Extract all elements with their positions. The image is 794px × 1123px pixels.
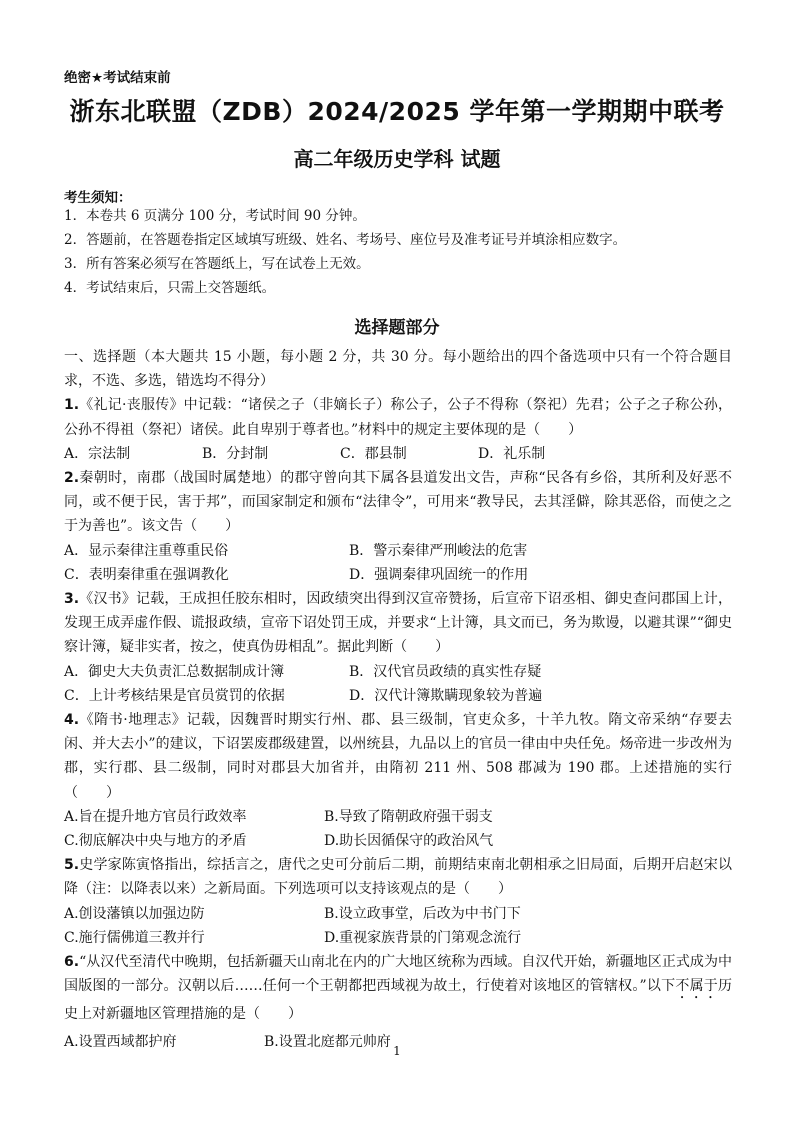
option-d: D．强调秦律巩固统一的作用 (349, 566, 529, 583)
question-stem: 《汉书》记载，王成担任胶东相时，因政绩突出得到汉宣帝赞扬，后宣帝下诏丞相、御史查问郡国上计，发现王成弄虚作假、谎报政绩，宣帝下诏处罚王成，并要求“上计簿，具文而已，务为欺谩，以避其课”“御史察计簿，疑非实者，按之，使真伪毋相乱”。据此判断（ ） (64, 591, 732, 656)
option-b: B．汉代官员政绩的真实性存疑 (349, 663, 542, 680)
secret-label: 绝密★考试结束前 (64, 70, 171, 86)
options-row-1 (64, 902, 732, 926)
question-2 (64, 466, 732, 587)
options-row-2 (64, 684, 732, 708)
option-c: C．上计考核结果是官员赏罚的依据 (64, 687, 285, 704)
notice-heading: 考生须知： (64, 190, 132, 206)
question-1 (64, 393, 732, 466)
question-3 (64, 587, 732, 708)
option-d: D．汉代计簿欺瞒现象较为普遍 (349, 687, 543, 704)
option-a: A.创设藩镇以加强边防 (64, 905, 205, 922)
question-number: 6. (64, 954, 80, 971)
notice-item-2: 2．答题前，在答题卷指定区域填写班级、姓名、考场号、座位号及准考证号并填涂相应数字。 (64, 232, 627, 248)
question-number: 3. (64, 591, 80, 608)
exam-title: 浙东北联盟（ZDB）2024/2025 学年第一学期期中联考 (69, 97, 725, 126)
option-d: D.重视家族背景的门第观念流行 (324, 929, 522, 946)
option-c: C．表明秦律重在强调教化 (64, 566, 229, 583)
question-stem: 《礼记·丧服传》中记载：“诸侯之子（非嫡长子）称公子，公子不得称（祭祀）先君；公子之子称公孙，公孙不得祖（祭祀）诸侯。此自卑别于尊者也。”材料中的规定主要体现的是（ ） (64, 397, 732, 438)
option-c: C.施行儒佛道三教并行 (64, 929, 205, 946)
question-number: 4. (64, 712, 80, 729)
option-d: D．礼乐制 (478, 445, 546, 462)
options-row-2 (64, 563, 732, 587)
options-row-1 (64, 539, 732, 563)
question-stem-end: 历史上对新疆地区管理措施的是（ ） (64, 978, 733, 1023)
question-number: 2. (64, 470, 80, 487)
notice-item-3: 3．所有答案必须写在答题纸上，写在试卷上无效。 (64, 256, 370, 272)
question-list (64, 345, 732, 1055)
question-stem-start: “从汉代至清代中晚期，包括新疆天山南北在内的广大地区统称为西域。自汉代开始，新疆地区正式成为中国版图的一部分。汉朝以后……任何一个王朝都把西域视为故土，行使着对该地区的管辖权。”以下 (64, 954, 732, 995)
option-a: A.设置西域都护府 (64, 1034, 177, 1051)
option-b: B.设立政事堂，后改为中书门下 (324, 905, 521, 922)
exam-subtitle: 高二年级历史学科 试题 (293, 147, 501, 171)
question-number: 1. (64, 397, 80, 414)
question-stem: 《隋书·地理志》记载，因魏晋时期实行州、郡、县三级制，官吏众多，十羊九牧。隋文帝采纳“存要去闲、并大去小”的建议，下诏罢废郡级建置，以州统县，九品以上的官员一律由中央任免。炀帝进一步改州为郡，实行郡、县二级制，同时对郡县大加省并，由隋初 211 州、508 郡减为 190 郡。上述措施的实行（ ） (64, 712, 732, 801)
question-4 (64, 708, 732, 853)
question-number: 5. (64, 857, 80, 874)
option-a: A．宗法制 (64, 445, 131, 462)
options-row-1 (64, 805, 732, 829)
option-b: B.设置北庭都元帅府 (264, 1034, 391, 1051)
option-b: B.导致了隋朝政府强干弱支 (324, 808, 493, 825)
option-a: A．显示秦律注重尊重民俗 (64, 542, 229, 559)
section-title: 选择题部分 (354, 318, 440, 338)
question-stem: 史学家陈寅恪指出，综括言之，唐代之史可分前后二期，前期结束南北朝相承之旧局面，后期开启赵宋以降（注：以降表以来）之新局面。下列选项可以支持该观点的是（ ） (64, 857, 732, 898)
question-5 (64, 853, 732, 950)
option-a: A.旨在提升地方官员行政效率 (64, 808, 247, 825)
notice-item-1: 1．本卷共 6 页满分 100 分，考试时间 90 分钟。 (64, 208, 366, 224)
option-d: D.助长因循保守的政治风气 (324, 833, 494, 850)
option-c: C.彻底解决中央与地方的矛盾 (64, 833, 247, 850)
question-stem: 秦朝时，南郡（战国时属楚地）的郡守曾向其下属各县道发出文告，声称“民各有乡俗，其所利及好恶不同，或不便于民，害于邦”，而国家制定和颁布“法律令”，可用来“教导民，去其淫僻，除其恶俗，而使之之于为善也”。该文告（ ） (64, 470, 732, 535)
option-b: B．分封制 (202, 445, 269, 462)
option-c: C．郡县制 (340, 445, 407, 462)
options (64, 442, 732, 466)
option-b: B．警示秦律严刑峻法的危害 (349, 542, 528, 559)
section-intro: 一、选择题（本大题共 15 小题，每小题 2 分，共 30 分。每小题给出的四个备选项中只有一个符合题目求，不选、多选，错选均不得分） (64, 349, 732, 390)
options-row-1 (64, 660, 732, 684)
options-row-2 (64, 829, 732, 853)
page-number: 1 (393, 1044, 401, 1058)
question-6 (64, 950, 732, 1055)
options-row-2 (64, 926, 732, 950)
notice-item-4: 4．考试结束后，只需上交答题纸。 (64, 280, 276, 296)
option-a: A．御史大夫负责汇总数据制成计簿 (64, 663, 285, 680)
emphasis-text: 不属于 (675, 978, 719, 995)
